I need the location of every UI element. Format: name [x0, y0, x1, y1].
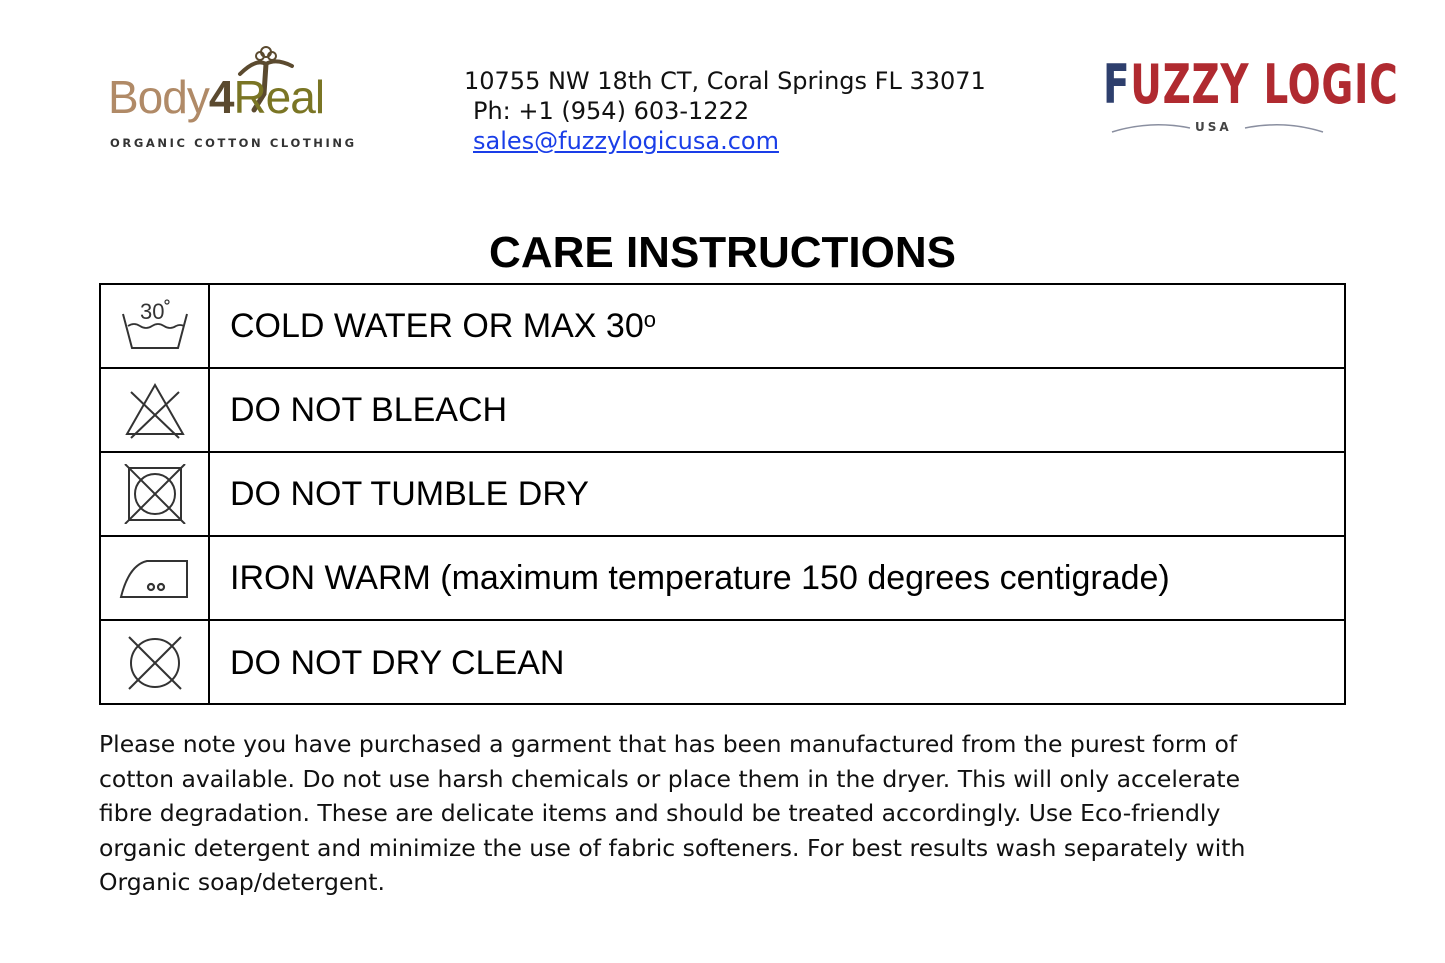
care-text-tumble: DO NOT TUMBLE DRY	[230, 474, 589, 513]
care-text	[230, 537, 1170, 619]
care-text-wash: COLD WATER OR MAX 30	[230, 306, 644, 345]
fuzzy-logic-usa: USA	[1195, 120, 1232, 134]
care-text	[230, 453, 589, 535]
care-row-tumble	[101, 453, 1344, 537]
brand-tagline: ORGANIC COTTON CLOTHING	[110, 136, 357, 150]
care-row-bleach	[101, 369, 1344, 453]
do-not-dry-clean-icon	[125, 633, 185, 693]
brand-wordmark	[108, 71, 325, 123]
care-text-dry-clean: DO NOT DRY CLEAN	[230, 643, 565, 682]
care-row-dry-clean	[101, 621, 1344, 705]
contact-phone: Ph: +1 (954) 603-1222	[473, 97, 750, 125]
care-row-iron	[101, 537, 1344, 621]
contact-email-link[interactable]: sales@fuzzylogicusa.com	[473, 127, 779, 155]
fuzzy-logic-first-letter: F	[1103, 53, 1131, 116]
wash-temp-label: 30	[139, 299, 164, 324]
icon-cell	[101, 537, 210, 619]
degree-mark: o	[643, 307, 656, 332]
page-title: CARE INSTRUCTIONS	[489, 228, 956, 277]
body4real-logo	[108, 44, 358, 154]
icon-cell	[101, 453, 210, 535]
fuzzy-logic-logo	[1100, 53, 1399, 138]
care-text	[230, 285, 656, 367]
care-text-bleach: DO NOT BLEACH	[230, 390, 508, 429]
icon-cell	[101, 369, 210, 451]
fuzzy-logic-rest: UZZY LOGIC	[1130, 53, 1399, 116]
care-note: Please note you have purchased a garment that has been manufactured from the purest form of cotton available. Do not use harsh chemicals or place them in the dryer. This will only accelerate fibre degradation. These are delicate items and should be treated accordingly. Use Eco-friendly organic detergent and minimize the use of fabric softeners. For best results wash separately with Organic soap/detergent.	[99, 730, 1246, 897]
icon-cell	[101, 621, 210, 705]
wash-30-icon	[120, 296, 190, 356]
iron-warm-icon	[117, 553, 193, 603]
care-text	[230, 621, 564, 705]
care-table	[99, 283, 1346, 705]
fuzzy-logic-wordmark	[1103, 53, 1399, 116]
care-text	[230, 369, 507, 451]
care-text-iron: IRON WARM (maximum temperature 150 degrees centigrade)	[230, 558, 1170, 597]
contact-address: 10755 NW 18th CT, Coral Springs FL 33071	[464, 67, 986, 95]
do-not-bleach-icon	[123, 380, 187, 440]
contact-block	[464, 66, 986, 156]
brand-word-real: Real	[233, 71, 325, 123]
care-row-wash	[101, 285, 1344, 369]
brand-word-four: 4	[208, 71, 234, 123]
brand-word-body: Body	[108, 71, 209, 123]
do-not-tumble-dry-icon	[123, 464, 187, 524]
icon-cell	[101, 285, 210, 367]
